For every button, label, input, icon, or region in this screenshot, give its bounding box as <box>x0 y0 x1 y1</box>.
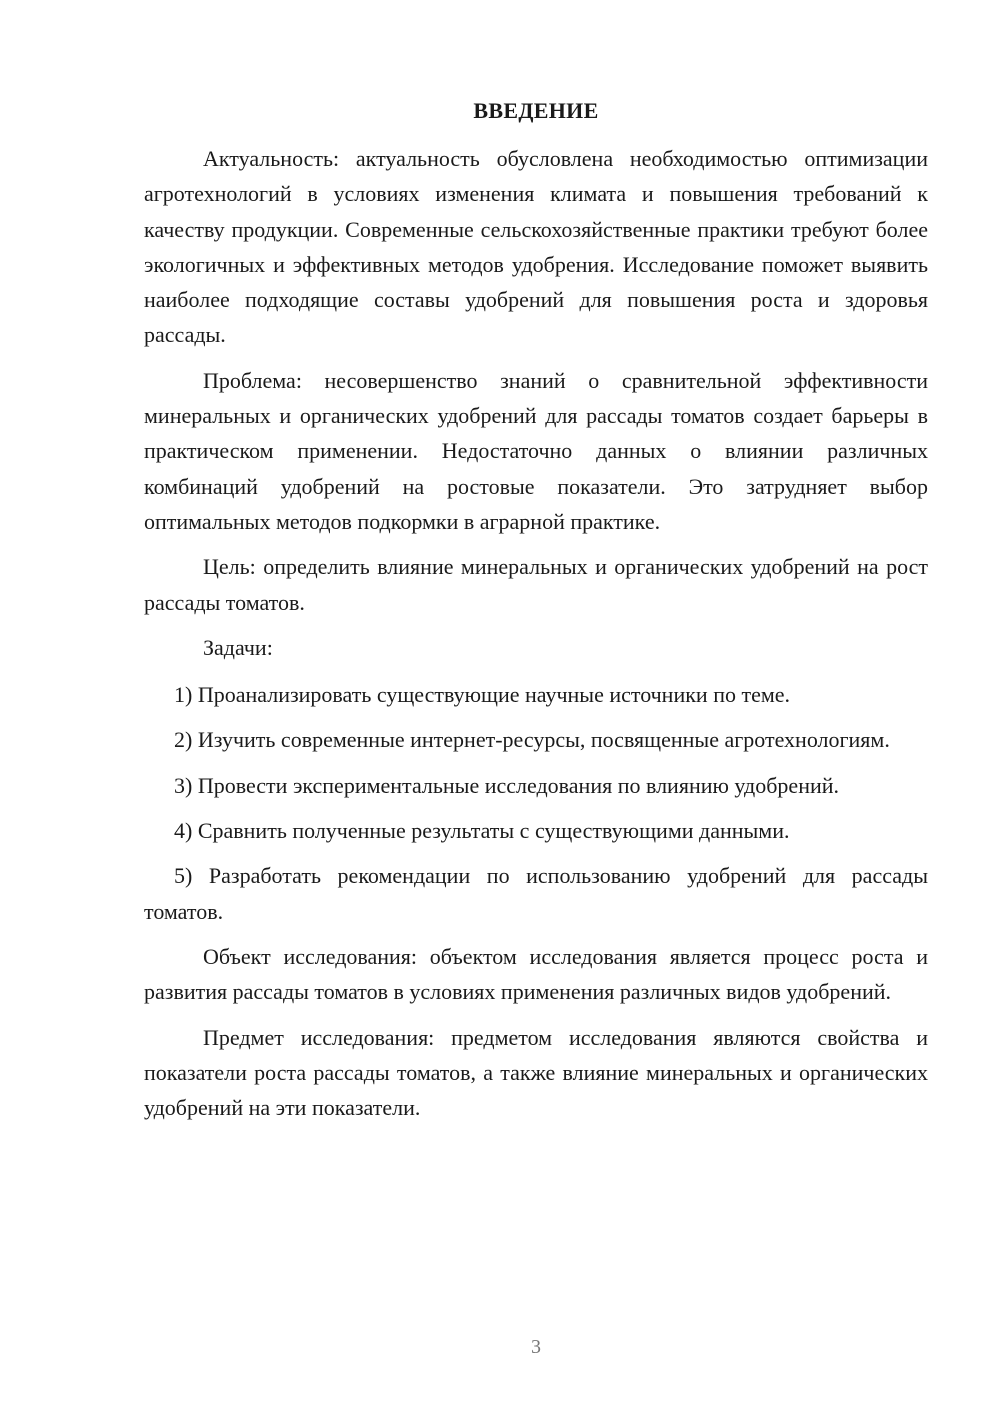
tasks-heading: Задачи: <box>203 634 273 660</box>
goal-paragraph: Цель: определить влияние минеральных и органических удобрений на рост рассады томатов. <box>144 554 928 615</box>
task-item-2: 2) Изучить современные интернет-ресурсы, посвященные агротехнологиям. <box>174 727 890 753</box>
subject-paragraph: Предмет исследования: предметом исследования являются свойства и показатели роста рассады томатов, а также влияние минеральных и органических удобрений на эти показатели. <box>144 1024 928 1121</box>
page-number: 3 <box>531 1336 541 1358</box>
section-title: ВВЕДЕНИЕ <box>473 98 599 123</box>
problem-paragraph: Проблема: несовершенство знаний о сравнительной эффективности минеральных и органических удобрений для рассады томатов создает барьеры в практическом применении. Недостаточно данных о влиянии различных комбинаций удобрений на ростовые показатели. Это затрудняет выбор оптимальных методов подкормки в аграрной практике. <box>144 367 928 534</box>
object-paragraph: Объект исследования: объектом исследования является процесс роста и развития рассады томатов в условиях применения различных видов удобрений. <box>144 943 928 1005</box>
relevance-paragraph: Актуальность: актуальность обусловлена необходимостью оптимизации агротехнологий в условиях изменения климата и повышения требований к качеству продукции. Современные сельскохозяйственные практики требуют более экологичных и эффективных методов удобрения. Исследование поможет выявить наиболее подходящие составы удобрений для повышения роста и здоровья рассады. <box>144 146 928 348</box>
task-item-3: 3) Провести экспериментальные исследования по влиянию удобрений. <box>174 772 840 798</box>
task-item-1: 1) Проанализировать существующие научные источники по теме. <box>174 682 791 708</box>
document-body <box>144 141 928 1125</box>
task-item-5: 5) Разработать рекомендации по использованию удобрений для рассады томатов. <box>144 863 928 924</box>
task-item-4: 4) Сравнить полученные результаты с существующими данными. <box>174 818 790 844</box>
